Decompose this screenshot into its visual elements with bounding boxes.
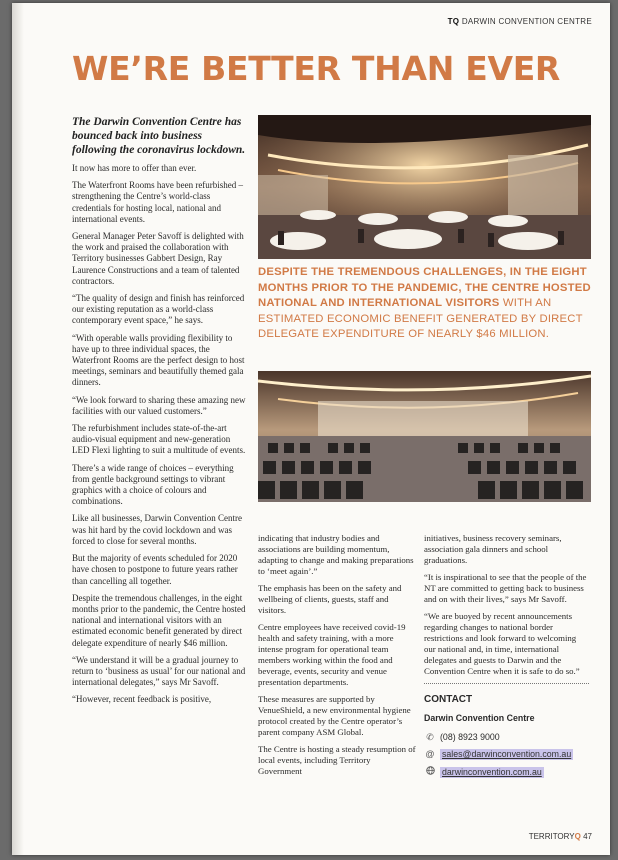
col1-paragraph: It now has more to offer than ever. <box>72 163 197 173</box>
intro-standfirst: The Darwin Convention Centre has bounced back into business following the coronavirus lockdown. <box>72 116 246 156</box>
col2-paragraph: The emphasis has been on the safety and wellbeing of clients, guests, staff and visitors. <box>258 583 402 615</box>
col1-paragraph: “However, recent feedback is positive, <box>72 694 212 705</box>
footer-brand <box>529 832 581 841</box>
col1-paragraph: Like all businesses, Darwin Convention Centre was hit hard by the covid lockdown and was forced to close for several months. <box>72 513 242 546</box>
photo-seminar-room <box>258 371 591 502</box>
column-1 <box>72 115 248 712</box>
col2-paragraph: These measures are supported by VenueShield, a new environmental hygiene protocol created by the Centre operator’s parent company ASM Global. <box>258 694 411 737</box>
contact-website <box>424 766 589 778</box>
pull-quote <box>258 265 593 343</box>
email-link[interactable]: sales@darwinconvention.com.au <box>442 749 572 759</box>
contact-title: CONTACT <box>424 694 473 705</box>
contact-divider <box>424 683 589 684</box>
col1-paragraph: “With operable walls providing flexibility to have up to three individual spaces, the Waterfront Rooms are the perfect design to host meetings, seminars and beautifully themed gala dinners. <box>72 332 245 388</box>
magazine-page <box>12 3 610 855</box>
col1-paragraph: General Manager Peter Savoff is delighted with the work and praised the collaboration with Territory businesses Gabbert Design, Ray Laurence Constructions and a team of talented contractors. <box>72 231 244 286</box>
column-2 <box>258 533 416 783</box>
col2-paragraph: indicating that industry bodies and associations are building momentum, adapting to change and making preparations to ‘meet again’.” <box>258 533 414 576</box>
contact-phone-number: (08) 8923 9000 <box>440 732 500 742</box>
globe-icon <box>424 766 436 778</box>
photo-banquet-room <box>258 115 591 259</box>
col1-paragraph: “We understand it will be a gradual journey to return to ‘business as usual’ for our national and international delegates,” says Mr Savoff. <box>72 654 246 688</box>
header-tq: TQ <box>447 17 460 26</box>
contact-phone <box>424 732 589 743</box>
column-3 <box>424 533 589 784</box>
col1-paragraph: The Waterfront Rooms have been refurbished – strengthening the Centre’s world-class credentials for hosting local, national and international events. <box>72 180 244 224</box>
header-section: DARWIN CONVENTION CENTRE <box>461 17 592 26</box>
col1-paragraph: “We look forward to sharing these amazing new facilities with our valued customers.” <box>72 394 246 416</box>
footer-brand-q: Q <box>574 832 581 841</box>
page-footer <box>529 832 592 841</box>
headline: WE’RE BETTER THAN EVER <box>72 49 561 88</box>
col3-paragraph: “We are buoyed by recent announcements regarding changes to national border restrictions and look forward to welcoming our national and, in time, international delegates and guests to Darwin and the Convention Centre when it is safe to do so.” <box>424 611 580 676</box>
footer-brand-territory: TERRITORY <box>528 832 575 841</box>
col1-paragraph: But the majority of events scheduled for 2020 have chosen to postpone to future years rather than cancelling all together. <box>72 553 238 586</box>
col1-paragraph: The refurbishment includes state-of-the-art audio-visual equipment and new-generation LED Flexi lighting to suit a multitude of events. <box>72 423 246 456</box>
col3-paragraph: “It is inspirational to see that the people of the NT are committed to getting back to business and on with their lives,” says Mr Savoff. <box>424 572 587 604</box>
pull-quote-strong: DESPITE THE TREMENDOUS CHALLENGES, IN THE EIGHT MONTHS PRIOR TO THE PANDEMIC, THE CENTRE HOSTED NATIONAL AND INTERNATIONAL VISITORS <box>258 266 591 309</box>
contact-email <box>424 749 589 760</box>
col2-paragraph: Centre employees have received covid-19 health and safety training, with a more intense program for operational team members working within the food and beverage, events, security and venue presentation departments. <box>258 622 406 687</box>
website-link[interactable]: darwinconvention.com.au <box>442 766 542 777</box>
page-number: 47 <box>583 832 592 841</box>
at-icon: @ <box>425 749 435 759</box>
page-spine-shadow <box>12 3 24 855</box>
col3-paragraph: initiatives, business recovery seminars, association gala dinners and school graduations. <box>424 533 562 565</box>
col1-paragraph: There’s a wide range of choices – everything from gentle background settings to vibrant graphics with a choice of colours and combinations. <box>72 462 234 507</box>
col2-paragraph: The Centre is hosting a steady resumption of local events, including Territory Government <box>258 744 416 776</box>
pull-quote-rest: WITH AN ESTIMATED ECONOMIC BENEFIT GENERATED BY DIRECT DELEGATE EXPENDITURE OF NEARLY $46 MILLION. <box>258 297 583 340</box>
col1-paragraph: “The quality of design and finish has reinforced our existing reputation as a world-class contemporary event space,” he says. <box>72 293 245 326</box>
phone-icon: ✆ <box>426 732 434 742</box>
col1-paragraph: Despite the tremendous challenges, in the eight months prior to the pandemic, the Centre hosted national and international visitors with an estimated economic benefit generated by direct delegate expenditure of nearly $46 million. <box>72 592 246 648</box>
contact-organisation: Darwin Convention Centre <box>424 713 535 723</box>
running-header <box>448 17 592 26</box>
